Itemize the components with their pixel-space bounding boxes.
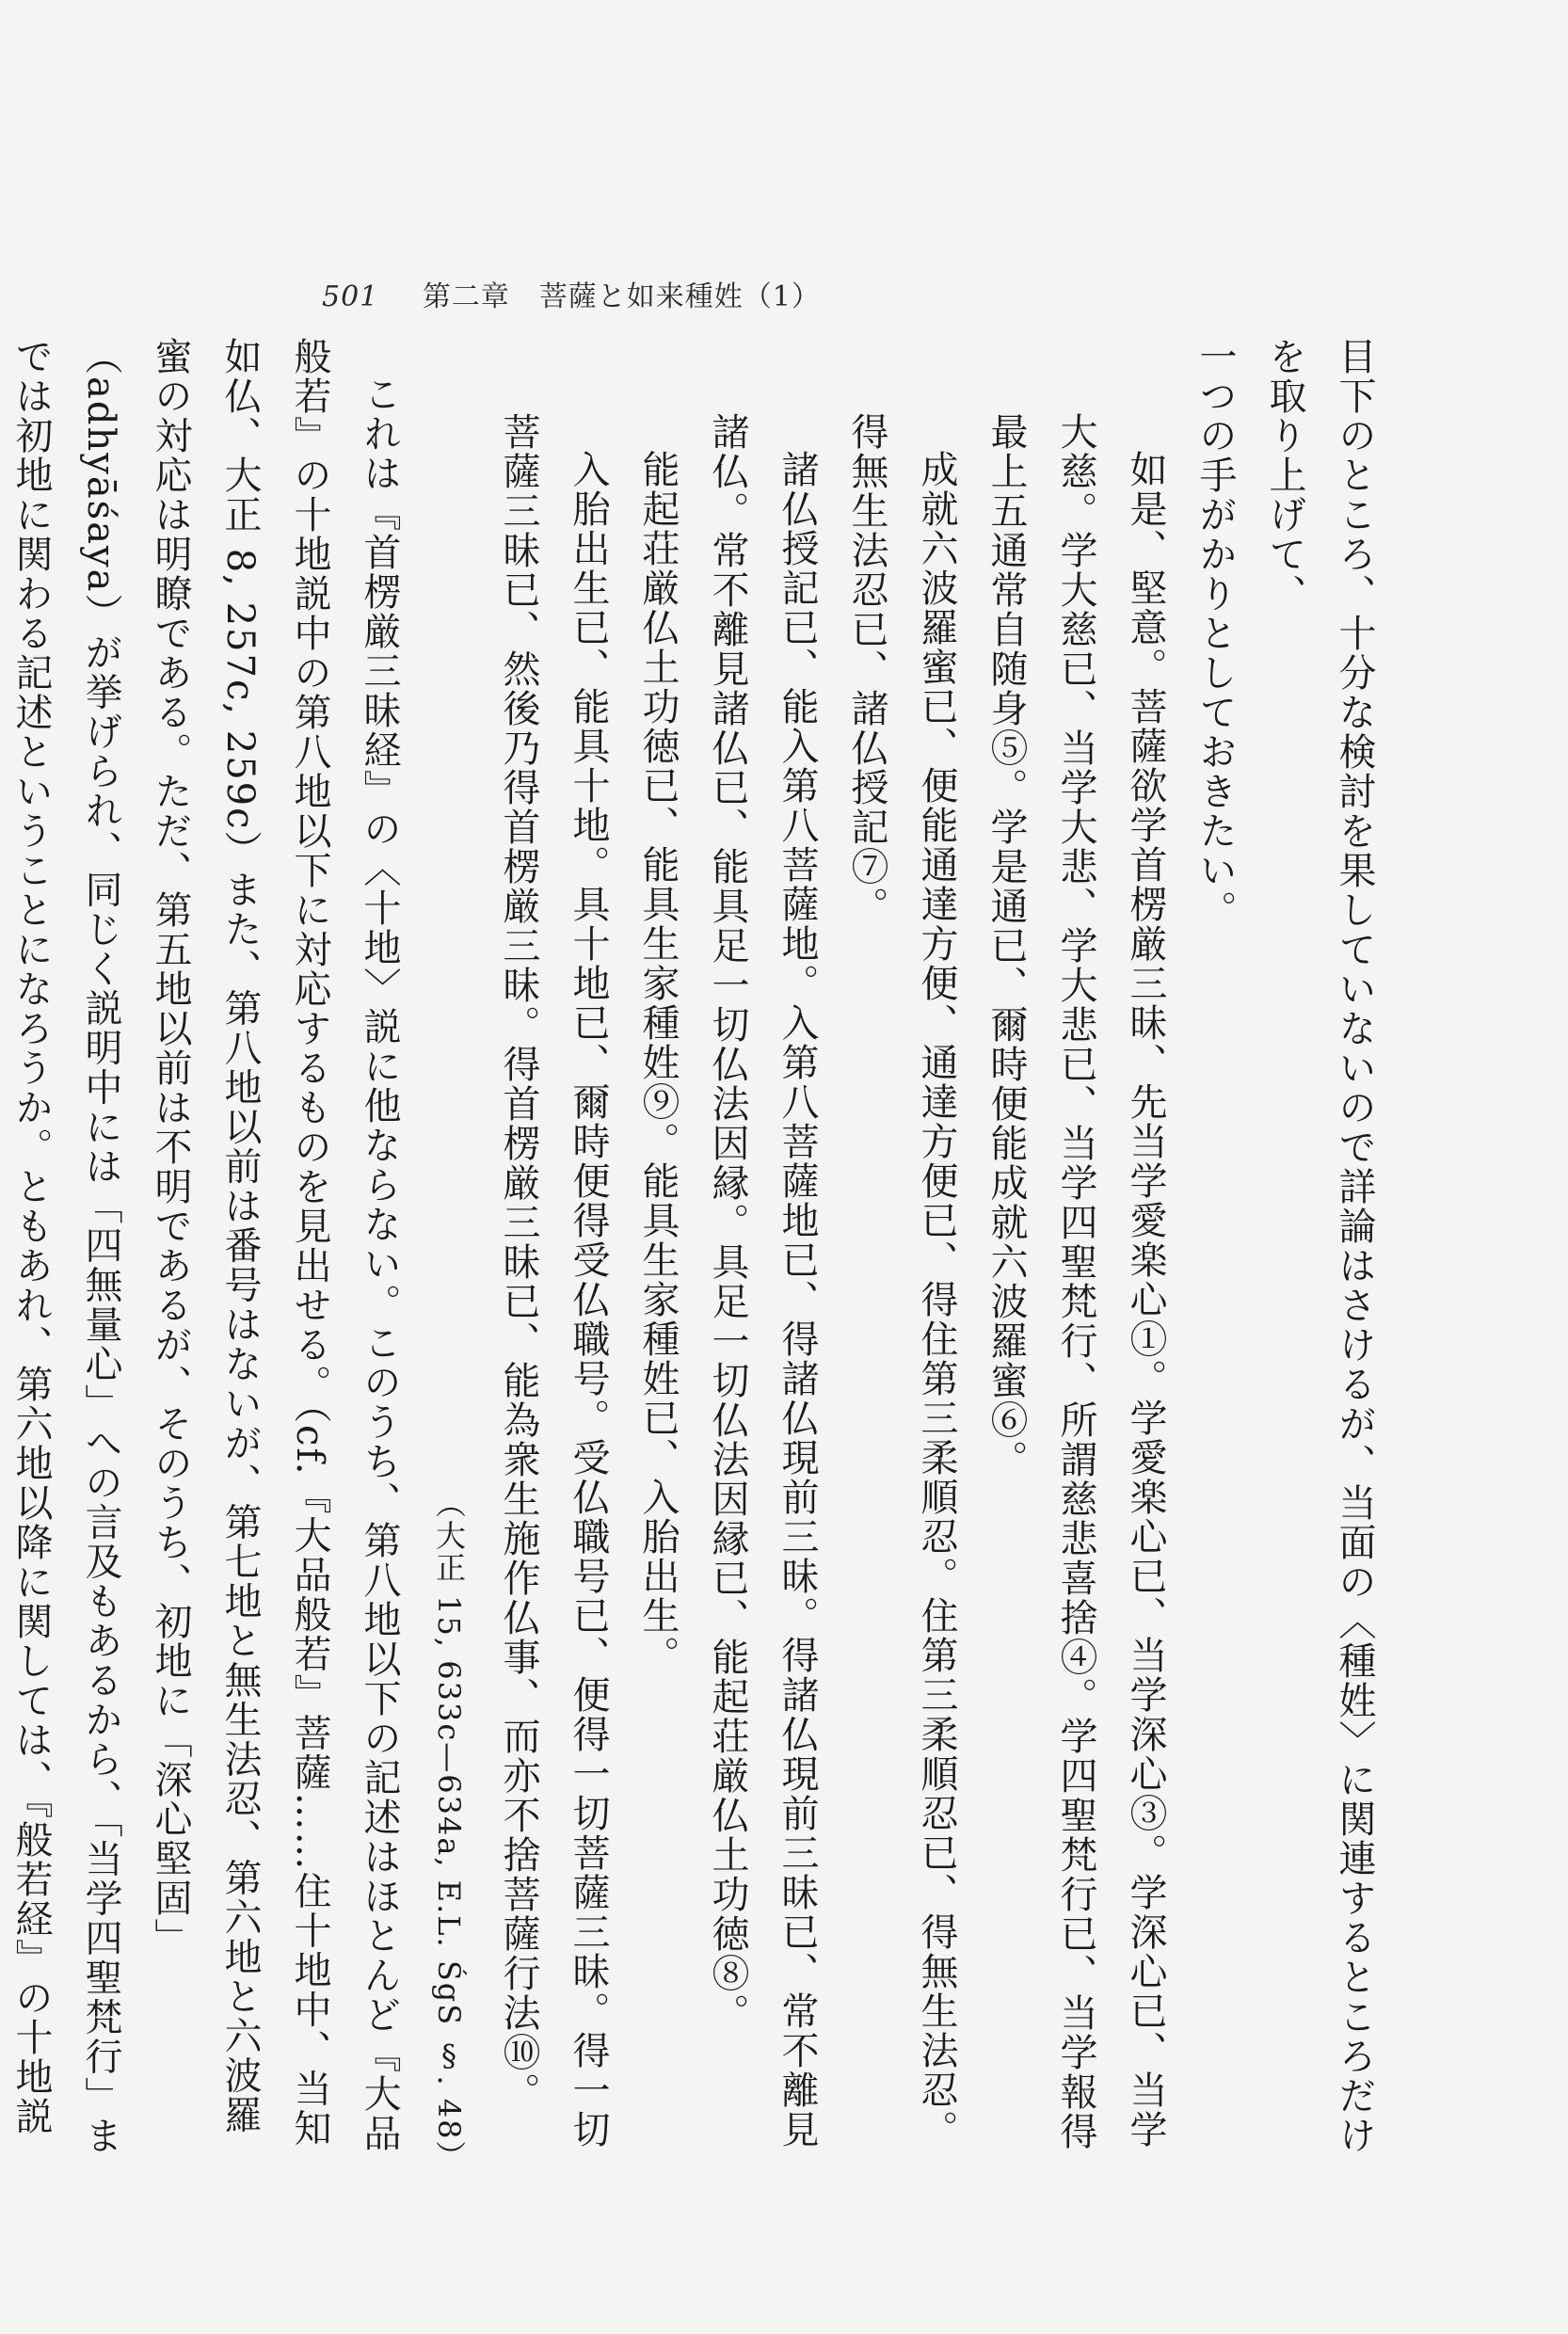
running-header bbox=[322, 273, 821, 314]
quote-paragraph-5: 入胎出生已、能具十地。具十地已、爾時便得受仏職号。受仏職号已、便得一切菩薩三昧。得一切菩薩三昧已、然後乃得首楞厳三昧。得首楞厳三昧已、能為衆生施作仏事、而亦不捨菩薩行法⑩。 bbox=[497, 412, 610, 2150]
vertical-text-body bbox=[9, 337, 1389, 2172]
discussion-paragraph-1: これは『首楞厳三昧経』の〈十地〉説に他ならない。このうち、第八地以下の記述はほとんど『大品般若』の十地説中の第八地以下に対応するものを見出せる。（cf.『大品般若』菩薩……住十地中、当知如仏、大正 8, 257c, 259c）また、第八地以前は番号はないが、第七地と無生法忍、第六地と六波羅蜜の対応は明瞭である。ただ、第五地以前は不明であるが、そのうち、初地に「深心堅固」（adhyāśaya）が挙げられ、同じく説明中には「四無量心」への言及もあるから、「当学四聖梵行」までは初地に関わる記述ということになろうか。ともあれ、第六地以降に関しては、『般若経』の十地説 bbox=[9, 337, 401, 2156]
page-number: 501 bbox=[322, 280, 379, 313]
intro-line-2: 一つの手がかりとしておきたい。 bbox=[1193, 337, 1237, 930]
quote-paragraph-1: 如是、堅意。菩薩欲学首楞厳三昧、先当学愛楽心①。学愛楽心已、当学深心③。学深心已、当学大慈。学大慈已、当学大悲、学大悲已、当学四聖梵行、所謂慈悲喜捨④。学四聖梵行已、当学報得最上五通常自随身⑤。学是通已、爾時便能成就六波羅蜜⑥。 bbox=[984, 412, 1167, 2151]
quote-citation: （大正 15, 633c—634a, E.L. ŚgS §. 48） bbox=[431, 1487, 467, 2172]
sutra-quotation bbox=[414, 337, 1180, 2172]
running-title: 第二章 菩薩と如来種姓（1） bbox=[422, 280, 821, 313]
quote-paragraph-2: 成就六波羅蜜已、便能通達方便、通達方便已、得住第三柔順忍。住第三柔順忍已、得無生法忍。得無生法忍已、諸仏授記⑦。 bbox=[845, 412, 958, 2150]
intro-line-1: 目下のところ、十分な検討を果していないので詳論はさけるが、当面の〈種姓〉に関連するところだけを取り上げて、 bbox=[1263, 337, 1376, 2155]
quote-paragraph-3: 諸仏授記已、能入第八菩薩地。入第八菩薩地已、得諸仏現前三昧。得諸仏現前三昧已、常不離見諸仏。常不離見諸仏已、能具足一切仏法因縁。具足一切仏法因縁已、能起荘厳仏土功徳⑧。 bbox=[706, 412, 819, 2150]
quote-paragraph-4: 能起荘厳仏土功徳已、能具生家種姓⑨。能具生家種姓已、入胎出生。 bbox=[636, 450, 680, 1675]
